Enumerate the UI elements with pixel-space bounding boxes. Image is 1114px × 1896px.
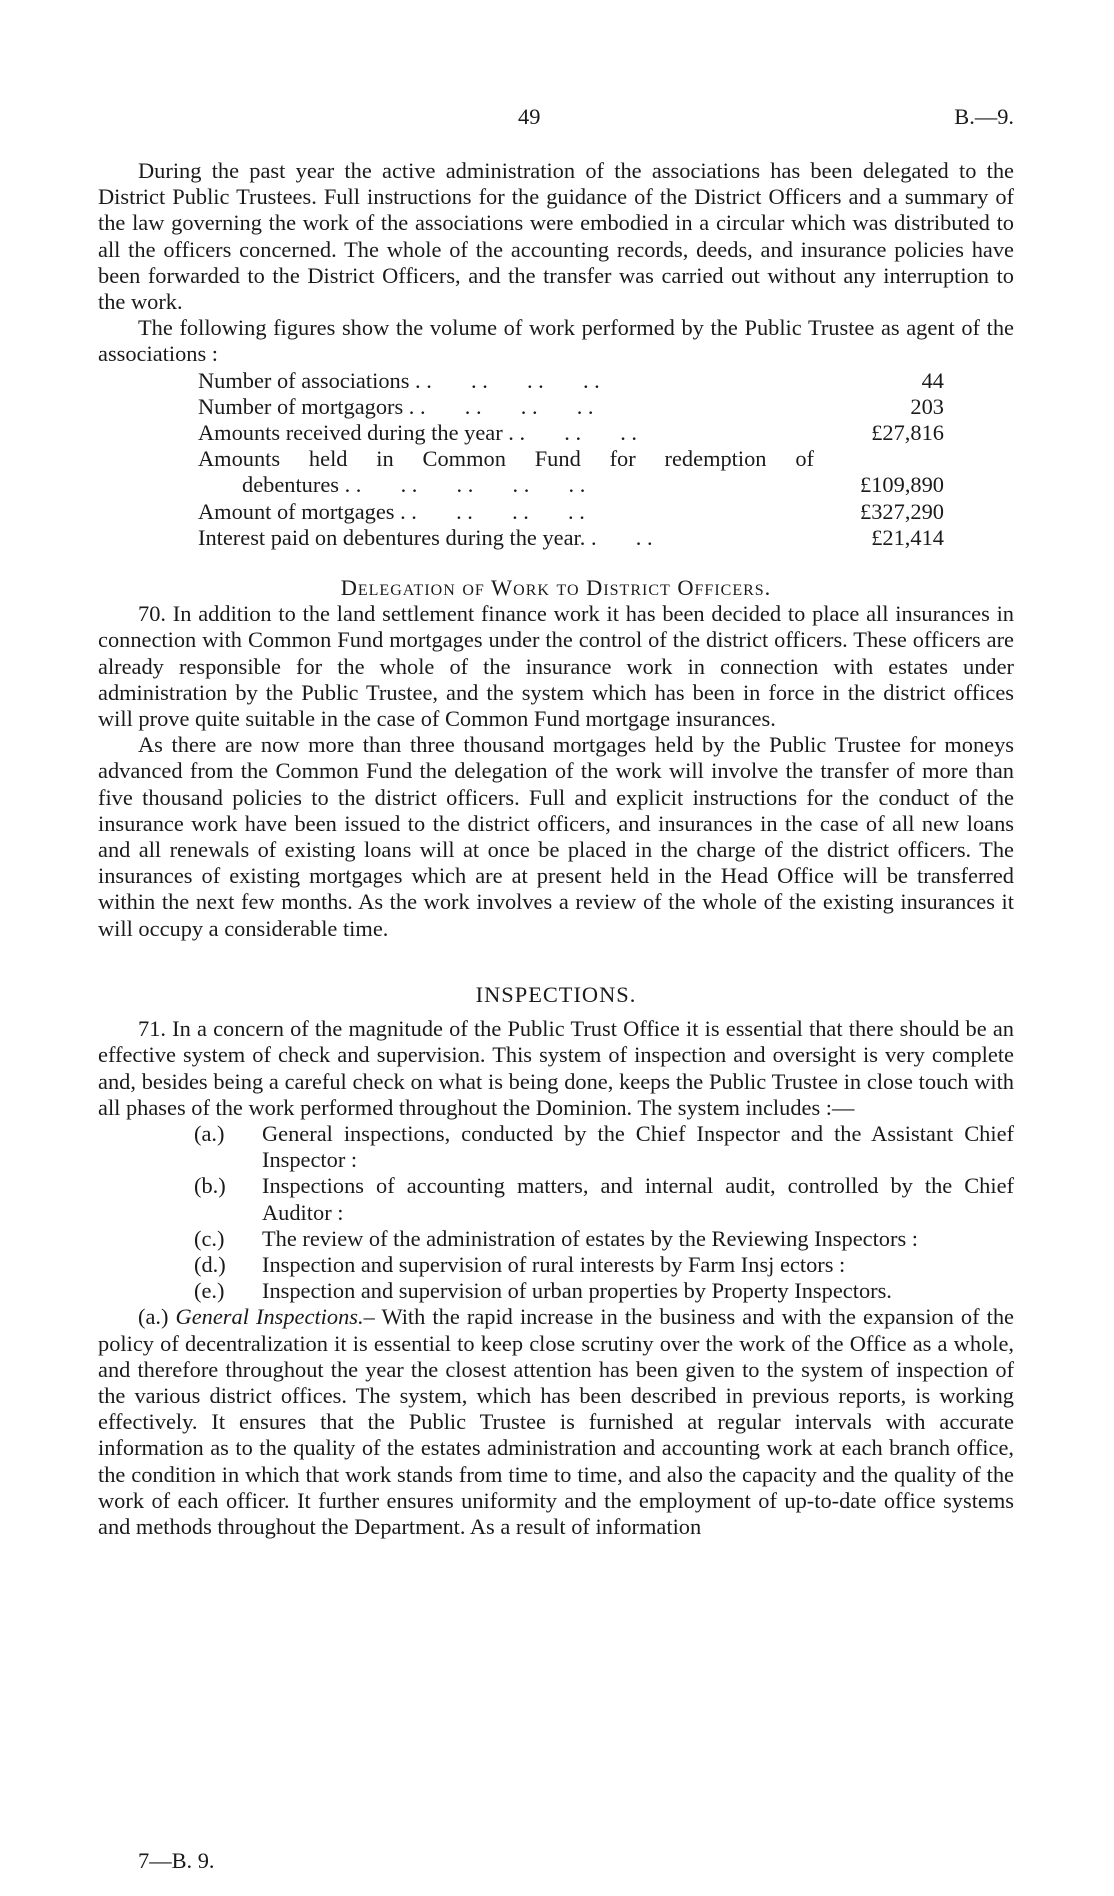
section-heading: INSPECTIONS. — [475, 981, 637, 1007]
section-heading: Delegation of Work to District Officers. — [340, 575, 772, 601]
document-reference: B.—9. — [954, 104, 1014, 129]
paragraph — [98, 1304, 1014, 1540]
list-item — [194, 1226, 1014, 1252]
stat-value: 203 — [910, 393, 944, 419]
list-marker: (c.) — [194, 1225, 225, 1251]
stat-row — [198, 446, 944, 472]
leader-dots: . . . . . . . . — [403, 393, 594, 419]
list-item — [194, 1252, 1014, 1278]
stat-value: £109,890 — [860, 472, 944, 498]
list-text: General inspections, conducted by the Chief Inspector and the Assistant Chief Inspector : — [262, 1120, 1014, 1173]
leader-dots: . . . . — [579, 524, 653, 550]
stat-row — [198, 368, 944, 394]
stat-value: £27,816 — [871, 420, 944, 446]
stat-label: Number of mortgagors — [198, 393, 404, 419]
paragraph-text: – With the rapid increase in the business and with the expansion of the policy of decentralization it is essential to keep close scrutiny over the work of the Office as a whole, and therefore throughout the year the closest attention has been given to the system of inspection of the various district offices. The system, which has been described in previous reports, is working effectively. It ensures that the Public Trustee is furnished at regular intervals with accurate information as to the quality of the estates administration and accounting work at each branch office, the condition in which that work stands from time to time, and also the capacity and the quality of the work of each officer. It further ensures uniformity and the employment of up-to-date office systems and methods throughout the Department. As a result of information — [98, 1304, 1014, 1539]
list-text: The review of the administration of estates by the Reviewing Inspectors : — [262, 1225, 918, 1251]
list-item — [194, 1278, 1014, 1304]
list-item — [194, 1173, 1014, 1225]
list-text: Inspection and supervision of urban properties by Property Inspectors. — [262, 1278, 892, 1304]
list-marker: (b.) — [194, 1173, 226, 1199]
paragraph: During the past year the active administration of the associations has been delegated to the District Public Trustees. Full instructions for the guidance of the District Officers and a summary of the law governing the work of the associations were embodied in a circular which was distributed to all the officers concerned. The whole of the accounting records, deeds, and insurance policies have been forwarded to the District Officers, and the transfer was carried out without any interruption to the work. — [98, 158, 1014, 315]
stat-label: Amount of mortgages — [198, 498, 395, 524]
list-marker: (a.) — [194, 1120, 225, 1146]
page-number: 49 — [518, 104, 541, 129]
stat-row — [198, 472, 944, 498]
list-text: Inspections of accounting matters, and internal audit, controlled by the Chief Auditor : — [262, 1173, 1014, 1225]
statistics-table — [198, 368, 944, 551]
page-body — [98, 158, 1014, 1540]
list-marker: (d.) — [194, 1251, 226, 1277]
footer-signature: 7—B. 9. — [138, 1848, 215, 1873]
leader-dots: . . . . . . . . . . — [339, 472, 586, 498]
stat-label: Number of associations — [198, 367, 410, 393]
paragraph: As there are now more than three thousand mortgages held by the Public Trustee for moneys advanced from the Common Fund the delegation of the work will involve the transfer of more than five thousand policies to the district officers. Full and explicit instructions for the conduct of the insurance work have been issued to the district officers, and insurances in the case of all new loans and all renewals of existing loans will at once be placed in the charge of the district officers. The insurances of existing mortgages which are at present held in the Head Office will be transferred within the next few months. As the work involves a review of the whole of the existing insurances it will occupy a considerable time. — [98, 732, 1014, 941]
paragraph: 71. In a concern of the magnitude of the Public Trust Office it is essential that there should be an effective system of check and supervision. This system of inspection and oversight is very complete and, besides being a careful check on what is being done, keeps the Public Trustee in close touch with all phases of the work performed throughout the Dominion. The system includes :— — [98, 1016, 1014, 1120]
page-header — [98, 104, 1014, 132]
stat-label: Amounts held in Common Fund for redemption of — [198, 446, 814, 472]
list-marker: (e.) — [194, 1278, 225, 1304]
subsection-title: General Inspections. — [175, 1304, 364, 1330]
inspection-list — [194, 1121, 1014, 1304]
leader-dots: . . . . . . . . — [409, 367, 600, 393]
paragraph: 70. In addition to the land settlement finance work it has been decided to place all insurances in connection with Common Fund mortgages under the control of the district officers. These officers are already responsible for the whole of the insurance work in connection with estates under administration by the Public Trustee, and the system which has been in force in the district offices will prove quite suitable in the case of Common Fund mortgage insurances. — [98, 601, 1014, 732]
leader-dots: . . . . . . . . — [394, 498, 585, 524]
leader-dots: . . . . . . — [502, 420, 638, 446]
stat-label: debentures — [242, 472, 339, 498]
stat-row — [198, 525, 944, 551]
paragraph: The following figures show the volume of work performed by the Public Trustee as agent of the associations : — [98, 315, 1014, 367]
list-item — [194, 1121, 1014, 1173]
stat-value: £21,414 — [871, 524, 944, 550]
stat-label: Interest paid on debentures during the year — [198, 524, 580, 550]
stat-value: 44 — [921, 367, 944, 393]
stat-row — [198, 499, 944, 525]
stat-label: Amounts received during the year — [198, 420, 503, 446]
stat-row — [198, 394, 944, 420]
subsection-marker: (a.) — [138, 1304, 169, 1330]
stat-row — [198, 420, 944, 446]
stat-value: £327,290 — [860, 498, 944, 524]
list-text: Inspection and supervision of rural interests by Farm Insj ectors : — [262, 1251, 846, 1277]
